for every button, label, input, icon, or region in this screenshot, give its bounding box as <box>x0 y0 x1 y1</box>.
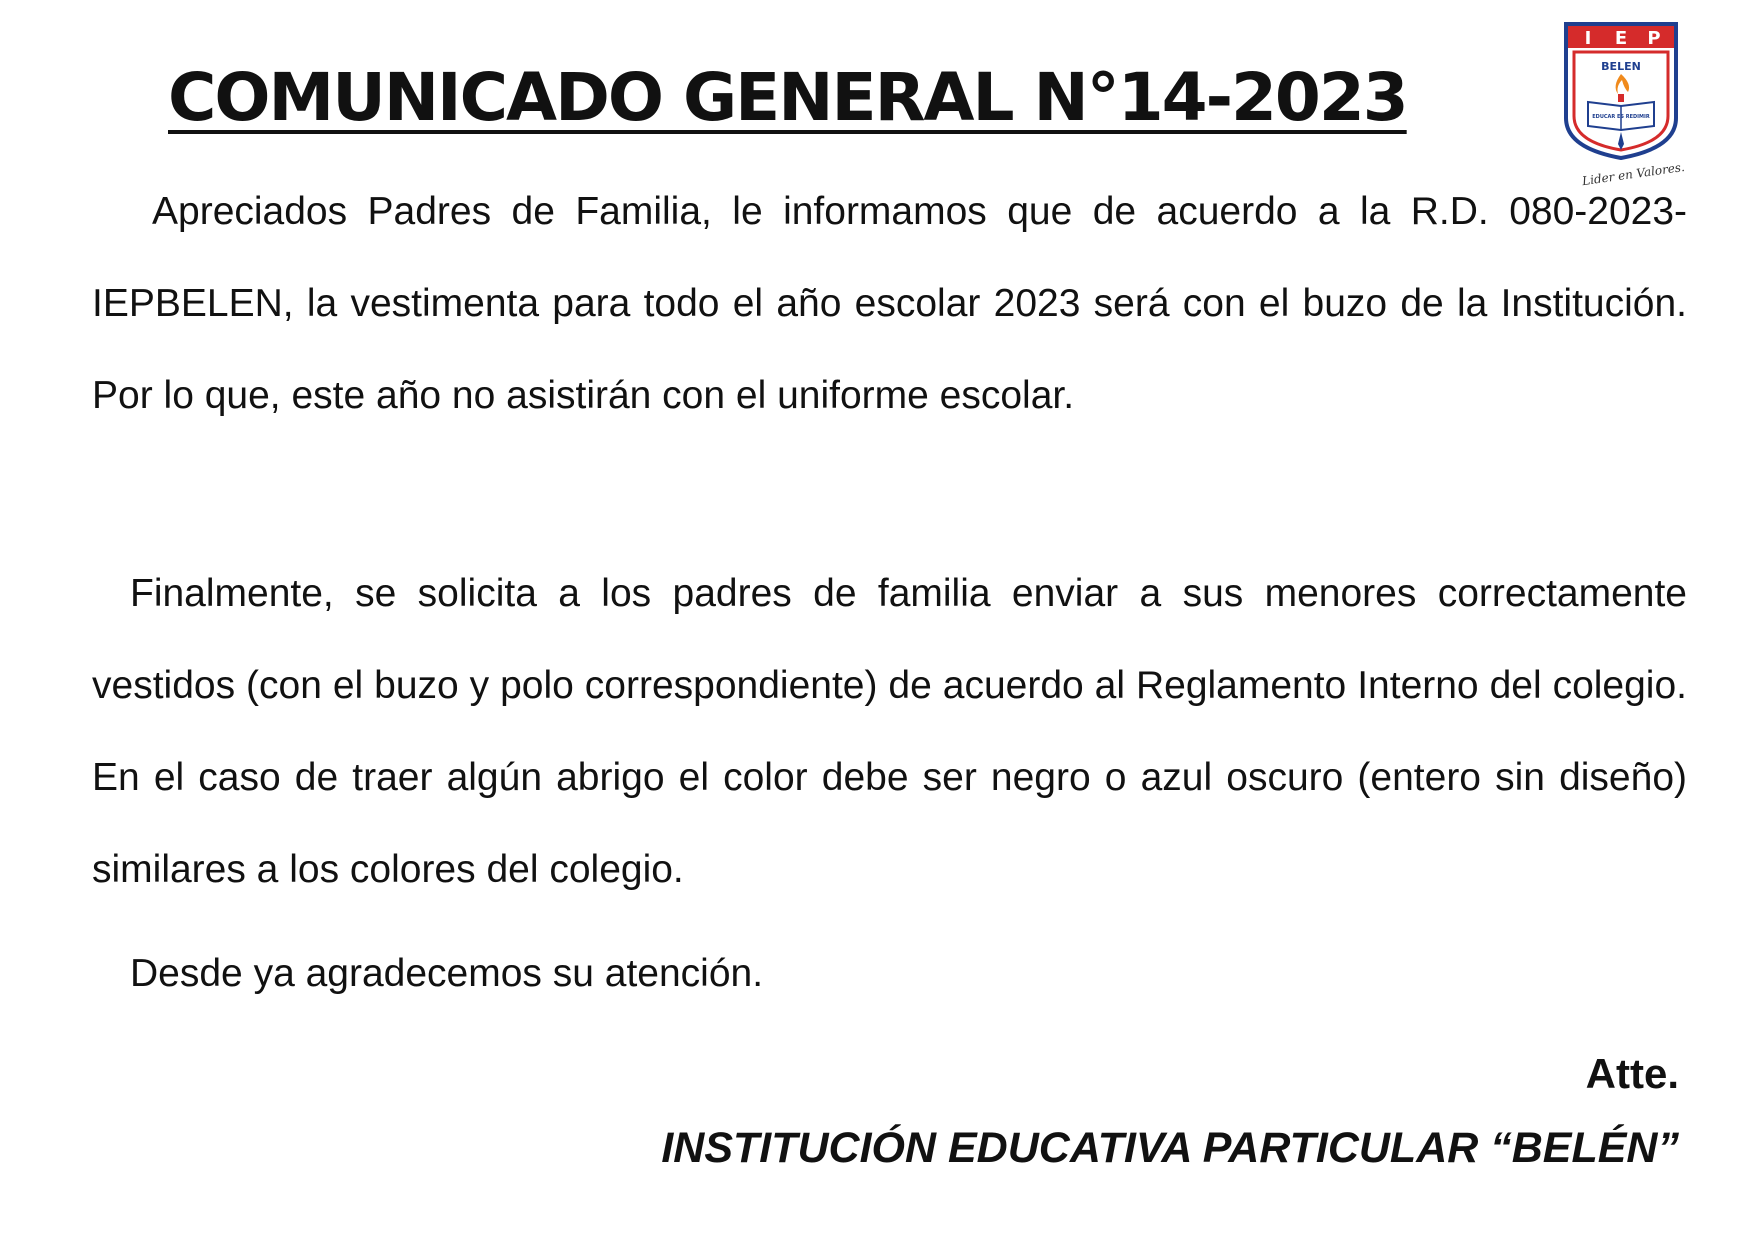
crest-banner-letter-3: P <box>1647 28 1661 49</box>
crest-motto: Lider en Valores. <box>1581 159 1686 188</box>
paragraph-intro: Apreciados Padres de Familia, le informamos que de acuerdo a la R.D. 080-2023-IEPBELEN, la vestimenta para todo el año escolar 2023 será con el buzo de la Institución. Por lo que, este año no asistirán con el uniforme escolar. <box>92 190 1687 417</box>
crest-banner-letter-1: I <box>1584 28 1592 49</box>
school-crest-logo <box>1558 18 1700 188</box>
paragraph-thanks: Desde ya agradecemos su atención. <box>130 952 764 995</box>
crest-school-name: BELEN <box>1601 60 1641 73</box>
closing-salutation: Atte. <box>1585 1050 1679 1097</box>
crest-book-text: EDUCAR ES REDIMIR <box>1592 114 1650 120</box>
document-title: COMUNICADO GENERAL N°14-2023 <box>168 59 1407 136</box>
paragraph-request: Finalmente, se solicita a los padres de familia enviar a sus menores correctamente vestidos (con el buzo y polo correspondiente) de acuerdo al Reglamento Interno del colegio. En el caso de traer algún abrigo el color debe ser negro o azul oscuro (entero sin diseño) similares a los colores del colegio. <box>92 572 1687 891</box>
crest-banner-letter-2: E <box>1614 28 1628 49</box>
institution-signature: INSTITUCIÓN EDUCATIVA PARTICULAR “BELÉN” <box>661 1124 1679 1172</box>
torch-handle-icon <box>1618 94 1624 102</box>
